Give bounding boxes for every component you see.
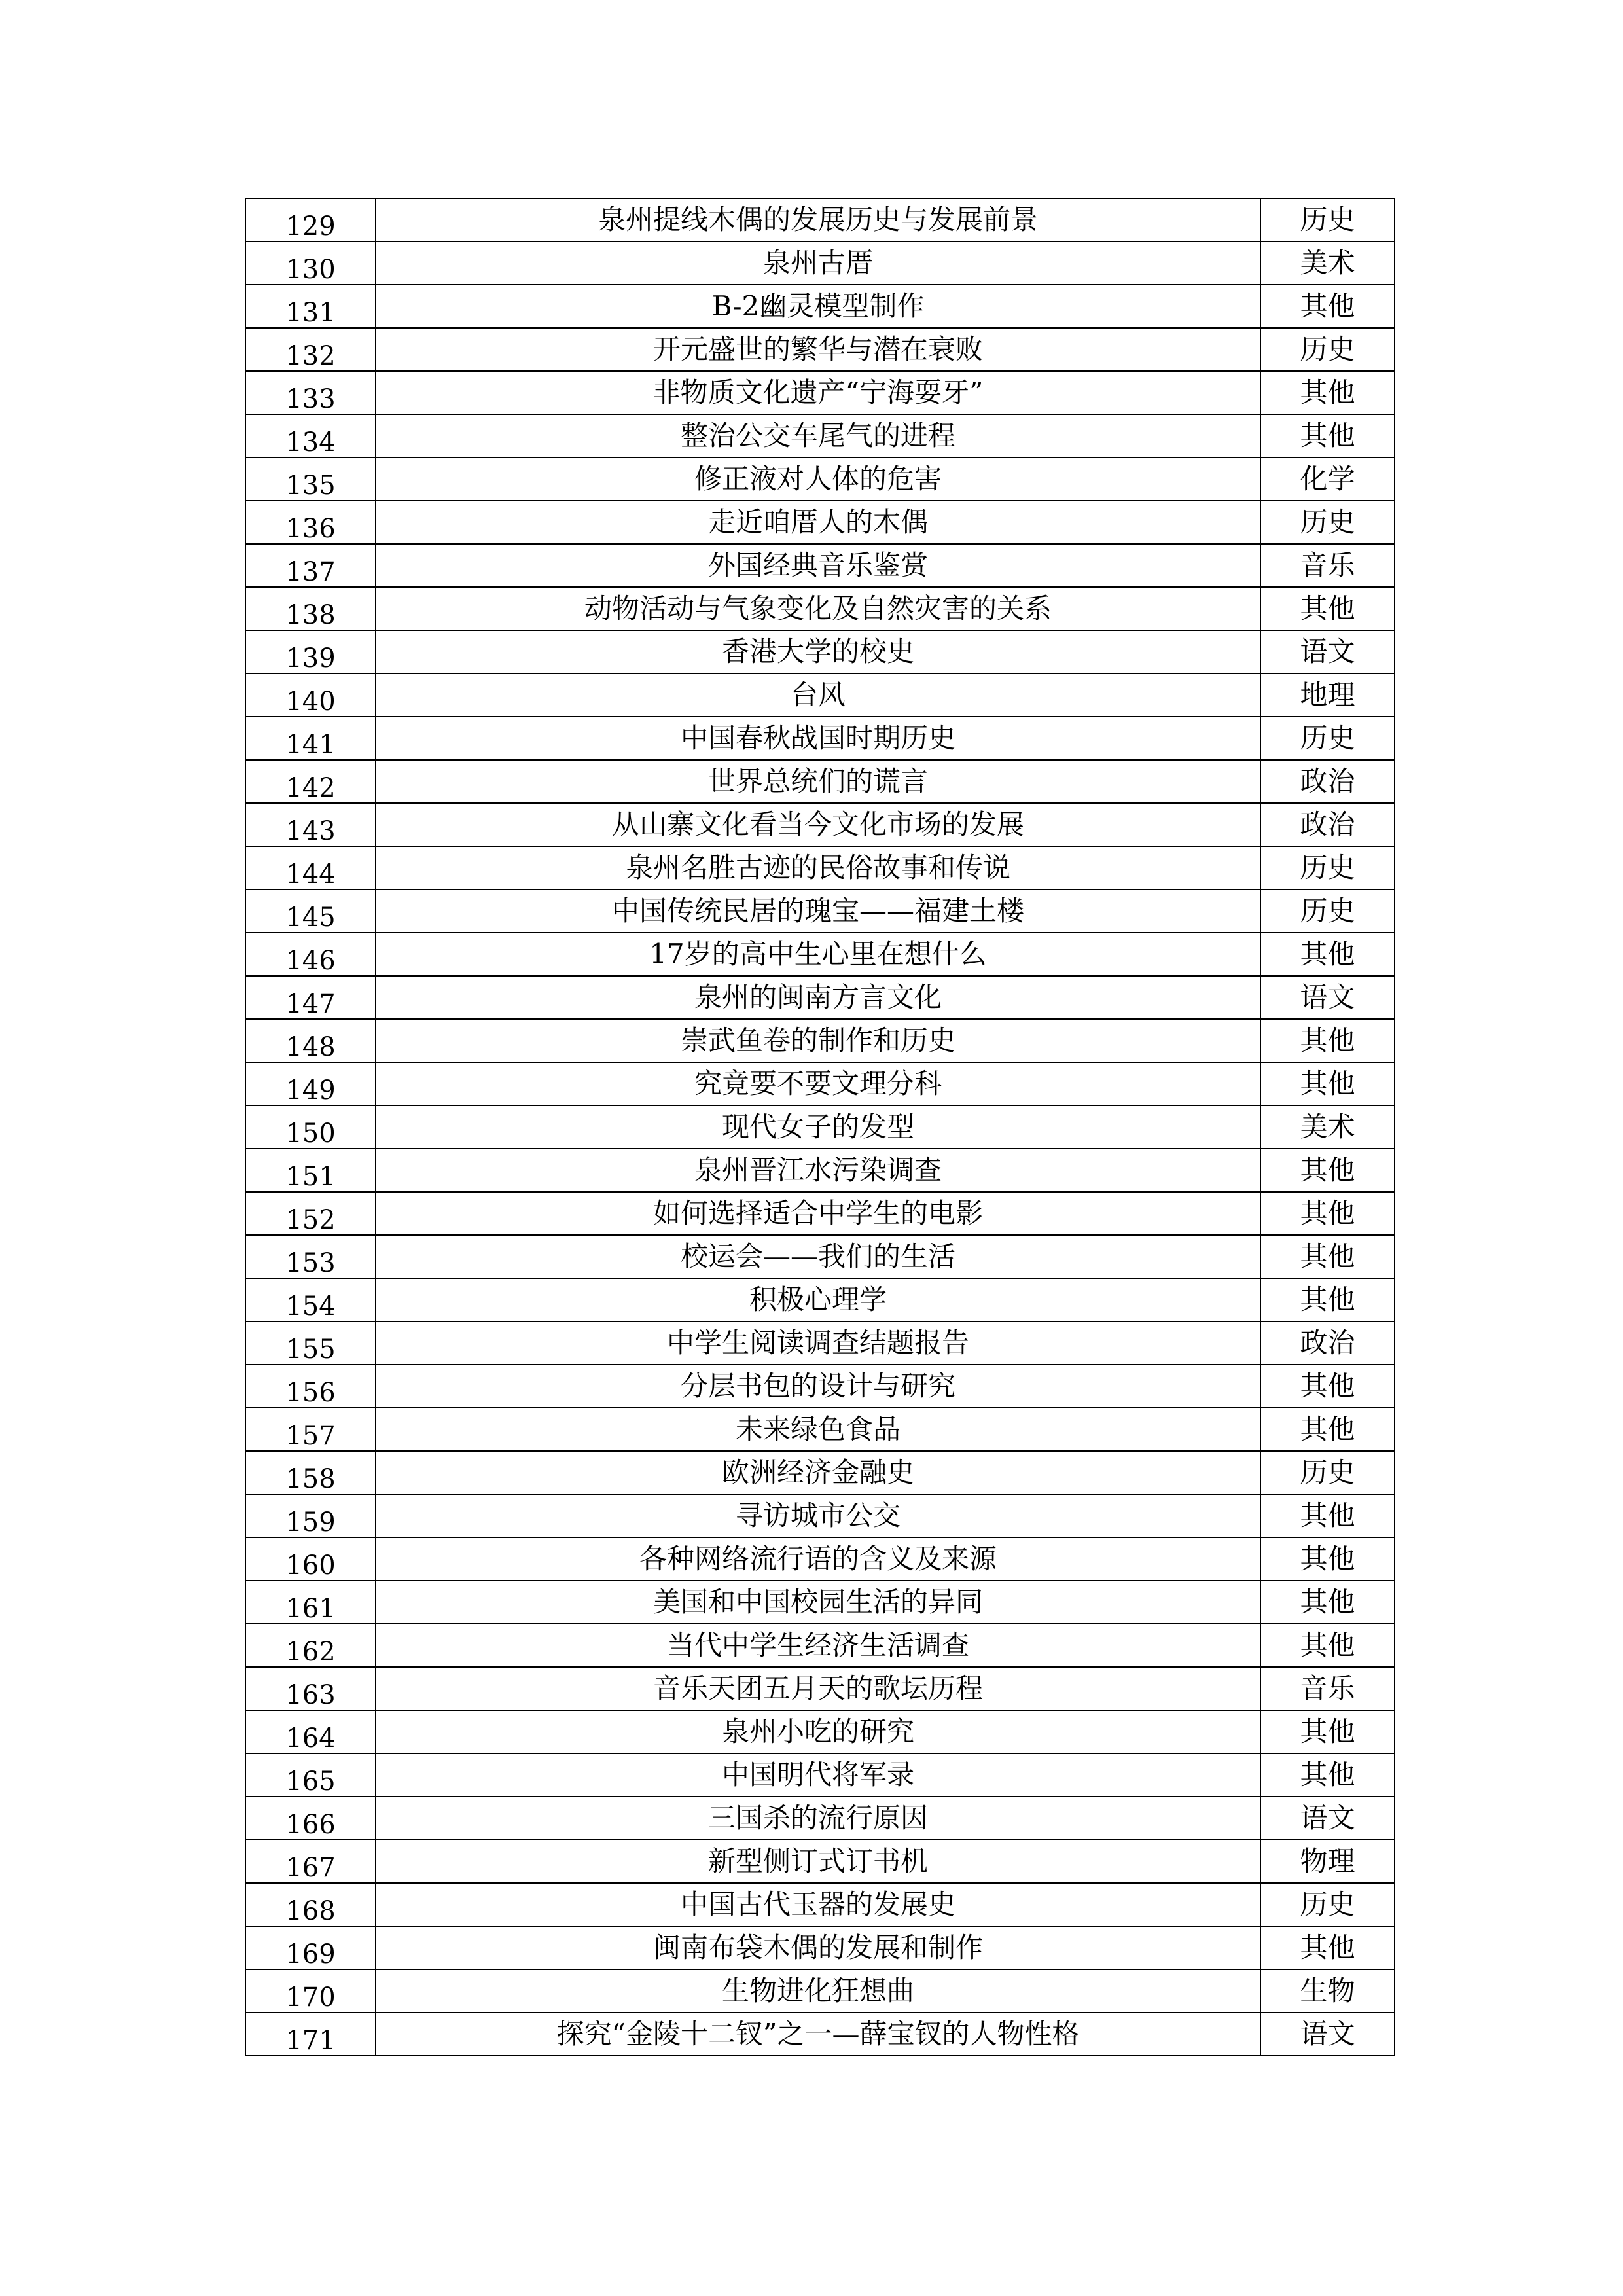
row-number-cell: 167 bbox=[245, 1840, 376, 1883]
table-row bbox=[245, 198, 1395, 242]
row-number-cell: 171 bbox=[245, 2013, 376, 2056]
row-number-cell: 139 bbox=[245, 630, 376, 673]
project-title-cell: 音乐天团五月天的歌坛历程 bbox=[376, 1667, 1260, 1710]
subject-cell: 其他 bbox=[1260, 371, 1395, 414]
subject-cell: 其他 bbox=[1260, 1192, 1395, 1235]
table-row bbox=[245, 1969, 1395, 2013]
project-title-cell: 泉州小吃的研究 bbox=[376, 1710, 1260, 1753]
subject-cell: 语文 bbox=[1260, 976, 1395, 1019]
table-row bbox=[245, 371, 1395, 414]
row-number-cell: 166 bbox=[245, 1797, 376, 1840]
row-number-cell: 165 bbox=[245, 1753, 376, 1797]
table-row bbox=[245, 1581, 1395, 1624]
row-number-cell: 129 bbox=[245, 198, 376, 242]
subject-cell: 其他 bbox=[1260, 1494, 1395, 1537]
project-title-cell: 泉州的闽南方言文化 bbox=[376, 976, 1260, 1019]
row-number-cell: 143 bbox=[245, 803, 376, 846]
subject-cell: 美术 bbox=[1260, 242, 1395, 285]
table-row bbox=[245, 328, 1395, 371]
table-row bbox=[245, 1408, 1395, 1451]
table-row bbox=[245, 803, 1395, 846]
subject-cell: 语文 bbox=[1260, 2013, 1395, 2056]
table-row bbox=[245, 1105, 1395, 1149]
table-row bbox=[245, 544, 1395, 587]
table-row bbox=[245, 1062, 1395, 1105]
project-title-cell: 泉州古厝 bbox=[376, 242, 1260, 285]
row-number-cell: 147 bbox=[245, 976, 376, 1019]
subject-cell: 其他 bbox=[1260, 1710, 1395, 1753]
row-number-cell: 134 bbox=[245, 414, 376, 457]
table-row bbox=[245, 1753, 1395, 1797]
subject-cell: 政治 bbox=[1260, 760, 1395, 803]
table-row bbox=[245, 1192, 1395, 1235]
row-number-cell: 159 bbox=[245, 1494, 376, 1537]
row-number-cell: 133 bbox=[245, 371, 376, 414]
project-title-cell: 未来绿色食品 bbox=[376, 1408, 1260, 1451]
table-row bbox=[245, 1797, 1395, 1840]
subject-cell: 历史 bbox=[1260, 198, 1395, 242]
row-number-cell: 156 bbox=[245, 1365, 376, 1408]
row-number-cell: 145 bbox=[245, 889, 376, 933]
subject-cell: 音乐 bbox=[1260, 1667, 1395, 1710]
project-title-cell: 生物进化狂想曲 bbox=[376, 1969, 1260, 2013]
table-row bbox=[245, 1149, 1395, 1192]
project-title-cell: 闽南布袋木偶的发展和制作 bbox=[376, 1926, 1260, 1969]
table-row bbox=[245, 846, 1395, 889]
table-row bbox=[245, 414, 1395, 457]
row-number-cell: 142 bbox=[245, 760, 376, 803]
project-title-cell: 中国传统民居的瑰宝——福建土楼 bbox=[376, 889, 1260, 933]
table-row bbox=[245, 1019, 1395, 1062]
project-title-cell: 台风 bbox=[376, 673, 1260, 717]
project-title-cell: 美国和中国校园生活的异同 bbox=[376, 1581, 1260, 1624]
subject-cell: 物理 bbox=[1260, 1840, 1395, 1883]
table-row bbox=[245, 1624, 1395, 1667]
subject-cell: 历史 bbox=[1260, 1883, 1395, 1926]
row-number-cell: 149 bbox=[245, 1062, 376, 1105]
project-title-cell: 泉州晋江水污染调查 bbox=[376, 1149, 1260, 1192]
subject-cell: 其他 bbox=[1260, 933, 1395, 976]
row-number-cell: 153 bbox=[245, 1235, 376, 1278]
project-title-cell: 新型侧订式订书机 bbox=[376, 1840, 1260, 1883]
project-title-cell: 世界总统们的谎言 bbox=[376, 760, 1260, 803]
table-row bbox=[245, 1710, 1395, 1753]
project-title-cell: 泉州名胜古迹的民俗故事和传说 bbox=[376, 846, 1260, 889]
row-number-cell: 135 bbox=[245, 457, 376, 501]
row-number-cell: 130 bbox=[245, 242, 376, 285]
row-number-cell: 160 bbox=[245, 1537, 376, 1581]
subject-cell: 其他 bbox=[1260, 1019, 1395, 1062]
project-title-cell: 寻访城市公交 bbox=[376, 1494, 1260, 1537]
project-title-cell: 探究“金陵十二钗”之一—薛宝钗的人物性格 bbox=[376, 2013, 1260, 2056]
table-row bbox=[245, 457, 1395, 501]
table-row bbox=[245, 717, 1395, 760]
row-number-cell: 170 bbox=[245, 1969, 376, 2013]
subject-cell: 政治 bbox=[1260, 1321, 1395, 1365]
project-title-cell: B-2幽灵模型制作 bbox=[376, 285, 1260, 328]
row-number-cell: 146 bbox=[245, 933, 376, 976]
project-title-cell: 校运会——我们的生活 bbox=[376, 1235, 1260, 1278]
subject-cell: 历史 bbox=[1260, 846, 1395, 889]
table-row bbox=[245, 630, 1395, 673]
row-number-cell: 132 bbox=[245, 328, 376, 371]
table-row bbox=[245, 1537, 1395, 1581]
project-title-cell: 三国杀的流行原因 bbox=[376, 1797, 1260, 1840]
subject-cell: 其他 bbox=[1260, 414, 1395, 457]
row-number-cell: 138 bbox=[245, 587, 376, 630]
project-title-cell: 香港大学的校史 bbox=[376, 630, 1260, 673]
row-number-cell: 137 bbox=[245, 544, 376, 587]
table-row bbox=[245, 1451, 1395, 1494]
project-title-cell: 现代女子的发型 bbox=[376, 1105, 1260, 1149]
project-title-cell: 走近咱厝人的木偶 bbox=[376, 501, 1260, 544]
row-number-cell: 140 bbox=[245, 673, 376, 717]
subject-cell: 其他 bbox=[1260, 1926, 1395, 1969]
subject-cell: 其他 bbox=[1260, 1624, 1395, 1667]
project-title-cell: 中国春秋战国时期历史 bbox=[376, 717, 1260, 760]
subject-cell: 其他 bbox=[1260, 1365, 1395, 1408]
subject-cell: 历史 bbox=[1260, 501, 1395, 544]
row-number-cell: 155 bbox=[245, 1321, 376, 1365]
subject-cell: 其他 bbox=[1260, 285, 1395, 328]
subject-cell: 其他 bbox=[1260, 1278, 1395, 1321]
row-number-cell: 169 bbox=[245, 1926, 376, 1969]
subject-cell: 其他 bbox=[1260, 1235, 1395, 1278]
table-row bbox=[245, 1883, 1395, 1926]
table-row bbox=[245, 976, 1395, 1019]
project-title-cell: 17岁的高中生心里在想什么 bbox=[376, 933, 1260, 976]
table-row bbox=[245, 1494, 1395, 1537]
subject-cell: 历史 bbox=[1260, 328, 1395, 371]
table-row bbox=[245, 2013, 1395, 2056]
row-number-cell: 141 bbox=[245, 717, 376, 760]
project-title-cell: 欧洲经济金融史 bbox=[376, 1451, 1260, 1494]
project-title-cell: 如何选择适合中学生的电影 bbox=[376, 1192, 1260, 1235]
row-number-cell: 157 bbox=[245, 1408, 376, 1451]
table-row bbox=[245, 285, 1395, 328]
table-row bbox=[245, 1321, 1395, 1365]
table-row bbox=[245, 889, 1395, 933]
row-number-cell: 168 bbox=[245, 1883, 376, 1926]
project-title-cell: 从山寨文化看当今文化市场的发展 bbox=[376, 803, 1260, 846]
subject-cell: 历史 bbox=[1260, 717, 1395, 760]
subject-cell: 音乐 bbox=[1260, 544, 1395, 587]
table-body bbox=[245, 198, 1395, 2056]
subject-cell: 语文 bbox=[1260, 630, 1395, 673]
row-number-cell: 158 bbox=[245, 1451, 376, 1494]
project-title-cell: 整治公交车尾气的进程 bbox=[376, 414, 1260, 457]
subject-cell: 历史 bbox=[1260, 1451, 1395, 1494]
project-table bbox=[245, 198, 1395, 2056]
table-row bbox=[245, 501, 1395, 544]
project-title-cell: 泉州提线木偶的发展历史与发展前景 bbox=[376, 198, 1260, 242]
row-number-cell: 131 bbox=[245, 285, 376, 328]
project-title-cell: 外国经典音乐鉴赏 bbox=[376, 544, 1260, 587]
subject-cell: 其他 bbox=[1260, 1581, 1395, 1624]
table-row bbox=[245, 1840, 1395, 1883]
table-row bbox=[245, 1278, 1395, 1321]
subject-cell: 美术 bbox=[1260, 1105, 1395, 1149]
table-row bbox=[245, 587, 1395, 630]
project-title-cell: 开元盛世的繁华与潜在衰败 bbox=[376, 328, 1260, 371]
table-row bbox=[245, 673, 1395, 717]
project-title-cell: 究竟要不要文理分科 bbox=[376, 1062, 1260, 1105]
subject-cell: 语文 bbox=[1260, 1797, 1395, 1840]
row-number-cell: 161 bbox=[245, 1581, 376, 1624]
row-number-cell: 154 bbox=[245, 1278, 376, 1321]
project-title-cell: 中国古代玉器的发展史 bbox=[376, 1883, 1260, 1926]
row-number-cell: 136 bbox=[245, 501, 376, 544]
subject-cell: 其他 bbox=[1260, 1753, 1395, 1797]
project-title-cell: 各种网络流行语的含义及来源 bbox=[376, 1537, 1260, 1581]
row-number-cell: 152 bbox=[245, 1192, 376, 1235]
project-title-cell: 非物质文化遗产“宁海耍牙” bbox=[376, 371, 1260, 414]
row-number-cell: 150 bbox=[245, 1105, 376, 1149]
project-title-cell: 崇武鱼卷的制作和历史 bbox=[376, 1019, 1260, 1062]
table-row bbox=[245, 242, 1395, 285]
project-title-cell: 修正液对人体的危害 bbox=[376, 457, 1260, 501]
subject-cell: 历史 bbox=[1260, 889, 1395, 933]
subject-cell: 其他 bbox=[1260, 1408, 1395, 1451]
subject-cell: 化学 bbox=[1260, 457, 1395, 501]
table-row bbox=[245, 1235, 1395, 1278]
subject-cell: 其他 bbox=[1260, 1149, 1395, 1192]
project-title-cell: 积极心理学 bbox=[376, 1278, 1260, 1321]
subject-cell: 地理 bbox=[1260, 673, 1395, 717]
row-number-cell: 151 bbox=[245, 1149, 376, 1192]
row-number-cell: 163 bbox=[245, 1667, 376, 1710]
table-row bbox=[245, 1667, 1395, 1710]
project-title-cell: 动物活动与气象变化及自然灾害的关系 bbox=[376, 587, 1260, 630]
table-row bbox=[245, 933, 1395, 976]
subject-cell: 政治 bbox=[1260, 803, 1395, 846]
project-title-cell: 中学生阅读调查结题报告 bbox=[376, 1321, 1260, 1365]
row-number-cell: 148 bbox=[245, 1019, 376, 1062]
subject-cell: 生物 bbox=[1260, 1969, 1395, 2013]
row-number-cell: 144 bbox=[245, 846, 376, 889]
subject-cell: 其他 bbox=[1260, 587, 1395, 630]
table-row bbox=[245, 1926, 1395, 1969]
row-number-cell: 162 bbox=[245, 1624, 376, 1667]
table-row bbox=[245, 760, 1395, 803]
subject-cell: 其他 bbox=[1260, 1062, 1395, 1105]
row-number-cell: 164 bbox=[245, 1710, 376, 1753]
project-title-cell: 分层书包的设计与研究 bbox=[376, 1365, 1260, 1408]
table-row bbox=[245, 1365, 1395, 1408]
project-title-cell: 中国明代将军录 bbox=[376, 1753, 1260, 1797]
project-title-cell: 当代中学生经济生活调查 bbox=[376, 1624, 1260, 1667]
subject-cell: 其他 bbox=[1260, 1537, 1395, 1581]
